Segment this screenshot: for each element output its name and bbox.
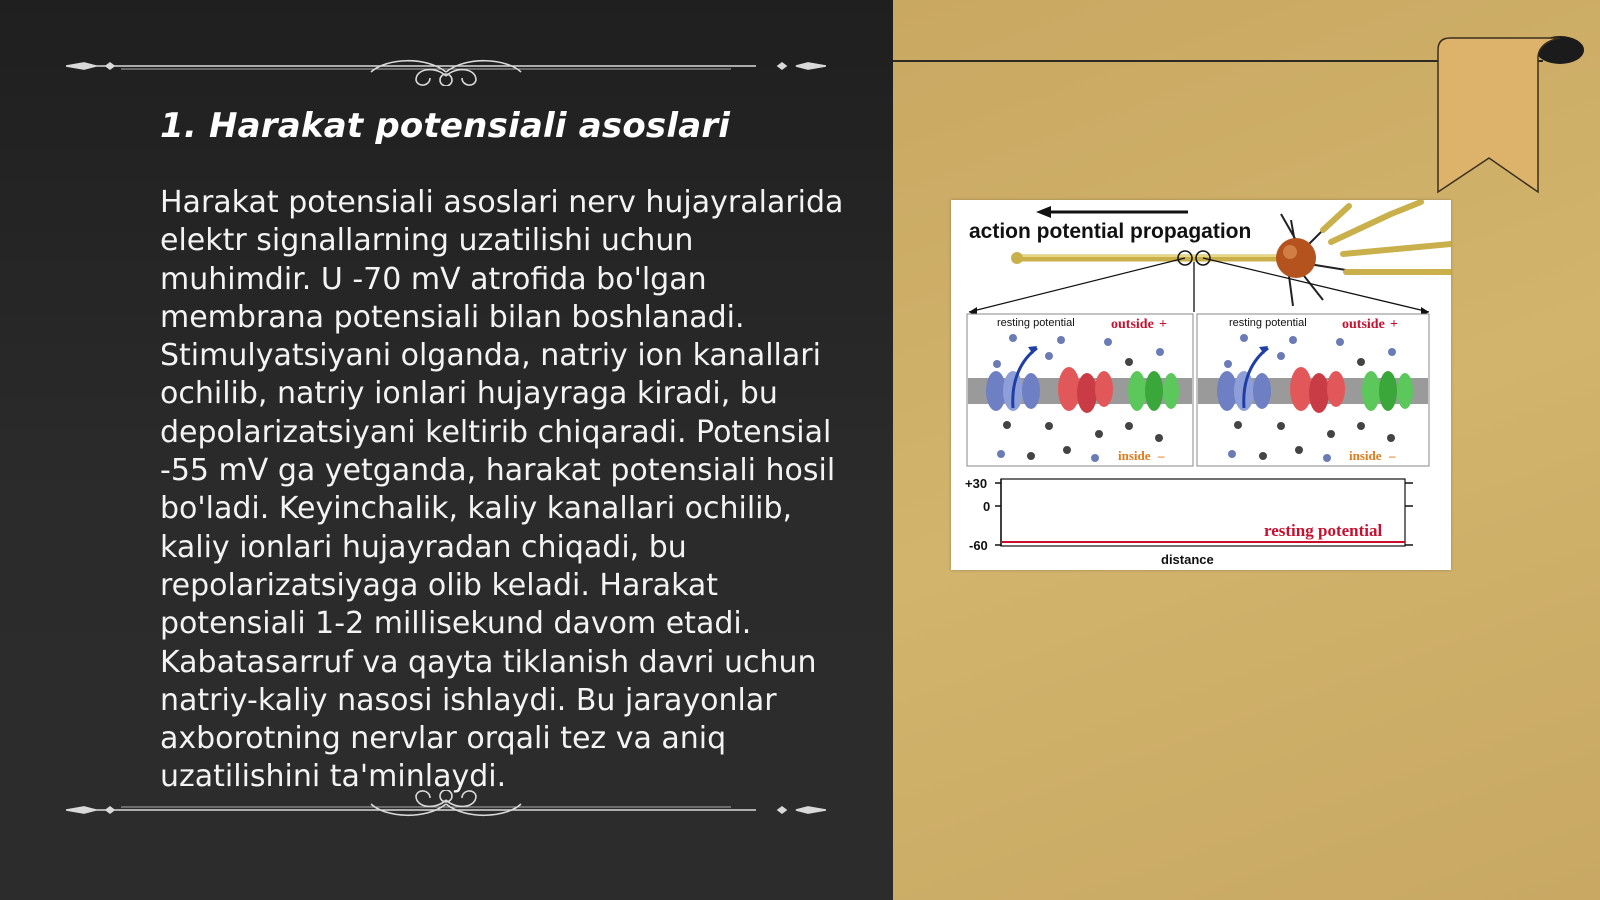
figure-graphic: [951, 200, 1451, 570]
resting-potential-line-label: resting potential: [1264, 521, 1383, 540]
y-tick-label: -60: [969, 538, 988, 553]
resting-potential-label: resting potential: [997, 317, 1075, 329]
bookmark-icon: [1436, 36, 1586, 196]
plus-sign: +: [1390, 317, 1398, 332]
resting-potential-label: resting potential: [1229, 317, 1307, 329]
slide-title: 1. Harakat potensiali asoslari: [160, 106, 731, 146]
plus-sign: +: [1159, 317, 1167, 332]
x-axis-label: distance: [1161, 552, 1214, 567]
slide-body-text: Harakat potensiali asoslari nerv hujayralarida elektr signallarning uzatilishi uchun muhimdir. U -70 mV atrofida bo'lgan membrana potensiali bilan boshlanadi. Stimulyatsiyani olganda, natriy ion kanallari ochilib, natriy ionlari hujayraga kiradi, bu depolarizatsiyani keltirib chiqaradi. Potensial -55 mV ga yetganda, harakat potensiali hosil bo'ladi. Keyinchalik, kaliy kanallari ochilib, kaliy ionlari hujayradan chiqadi, bu repolarizatsiyaga olib keladi. Harakat potensiali 1-2 millisekund davom etadi. Kabatasarruf va qayta tiklanish davri uchun natriy-kaliy nasosi ishlaydi. Bu jarayonlar axborotning nervlar orqali tez va aniq uzatilishini ta'minlaydi.: [160, 185, 844, 795]
minus-sign: –: [1389, 448, 1396, 463]
outside-label: outside: [1342, 317, 1385, 332]
inside-label: inside: [1349, 448, 1382, 463]
arrow-left-icon: [1036, 206, 1188, 218]
neuron-icon: [1276, 202, 1451, 306]
outside-label: outside: [1111, 317, 1154, 332]
action-potential-figure: [951, 200, 1451, 570]
y-tick-label: 0: [983, 499, 991, 514]
ornament-divider-icon: [66, 46, 826, 86]
inside-label: inside: [1118, 448, 1151, 463]
figure-title: action potential propagation: [969, 220, 1252, 243]
y-tick-label: +30: [965, 476, 988, 491]
minus-sign: –: [1158, 448, 1165, 463]
